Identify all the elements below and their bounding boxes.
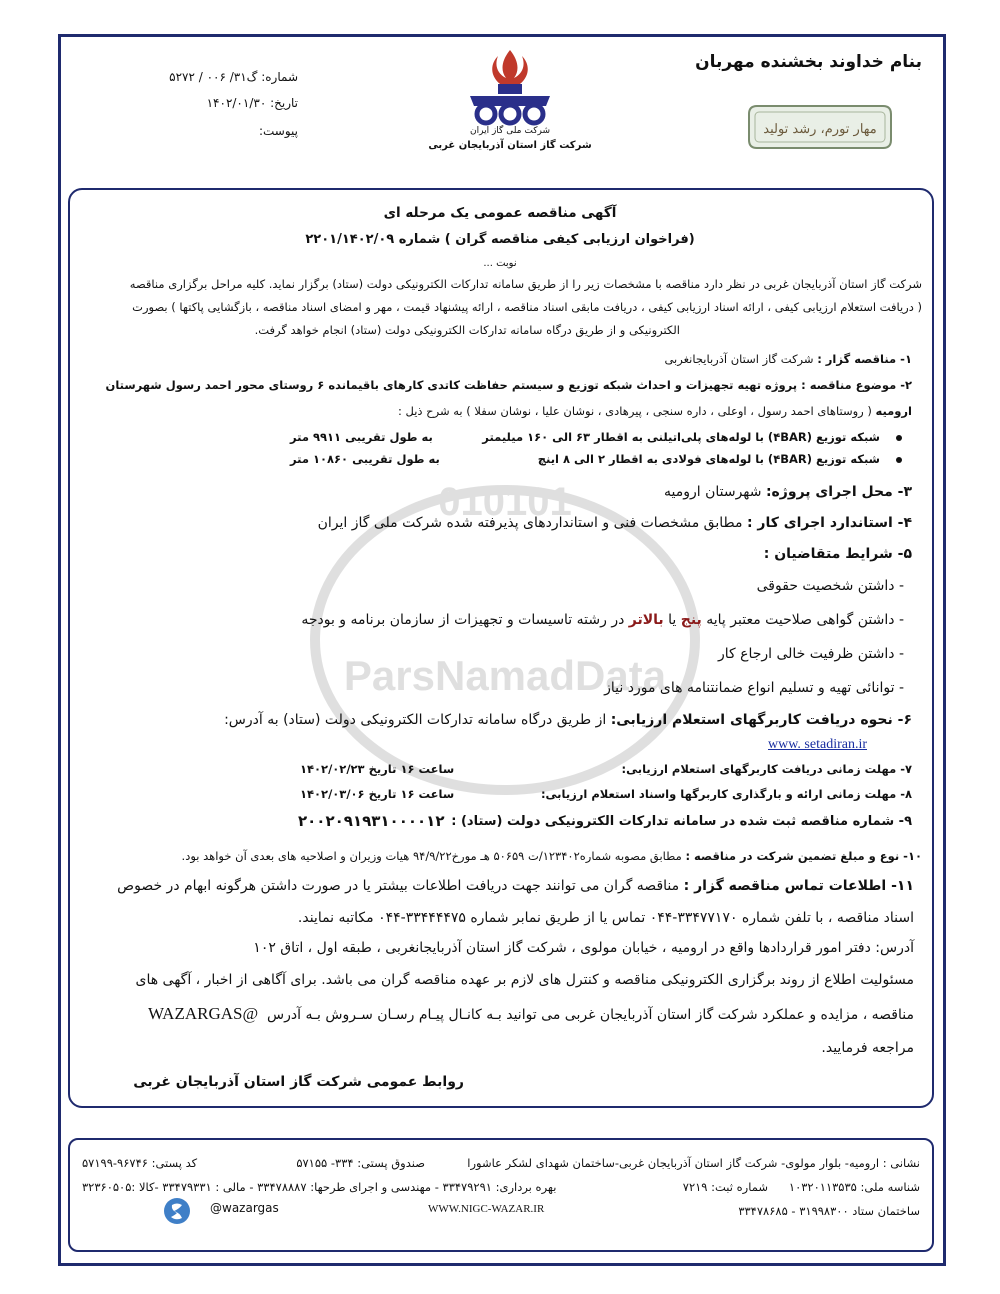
- svg-text:ParsNamadData: ParsNamadData: [343, 652, 667, 699]
- logo-caption-company: شرکت گاز استان آذربایجان غربی: [428, 140, 592, 151]
- item-4: ۴- استاندارد اجرای کار : مطابق مشخصات فنی و استانداردهای پذیرفته شده شرکت ملی گاز ایران: [317, 515, 912, 531]
- condition-capacity: - داشتن ظرفیت خالی ارجاع کار: [717, 646, 904, 662]
- footer-phones: بهره برداری: ۳۳۴۷۹۲۹۱ - مهندسی و اجرای طرحها: ۳۳۴۷۸۸۸۷ - مالی : ۳۳۴۷۹۳۳۱ -کالا :۳۲۳۶۰۵۰۵: [82, 1180, 557, 1194]
- contract-office-address: آدرس: دفتر امور قراردادها واقع در ارومیه ، خیابان مولوی ، شرکت گاز استان آذربایجانغربی ، طبقه اول ، اتاق ۱۰۲: [253, 940, 914, 956]
- item-2-villages: ارومیه ( روستاهای احمد رسول ، اوعلی ، داره سنجی ، پیرهادی ، نوشان علیا ، نوشان سفلا ) به شرح ذیل :: [397, 404, 912, 418]
- footer-hq-phones: ساختمان ستاد ۳۱۹۹۸۳۰۰ - ۳۳۴۷۸۶۸۵: [738, 1204, 920, 1218]
- notice-title: آگهی مناقصه عمومی یک مرحله ای: [383, 205, 617, 221]
- item-11-phones: اسناد مناقصه ، با تلفن شماره ۳۳۴۷۷۱۷۰-۰۴۴ تماس یا از طریق نمابر شماره ۳۳۴۴۴۴۷۵-۰۴۴ مکاتبه نمایند.: [297, 910, 914, 926]
- item-8: ۸- مهلت زمانی ارائه و بارگذاری کاربرگها واسناد استعلام ارزیابی:: [540, 787, 912, 801]
- responsibility-line-3: مراجعه فرمایید.: [821, 1040, 914, 1056]
- svg-text:010101: 010101: [438, 480, 572, 524]
- intro-line-1: شرکت گاز استان آذربایجان غربی در نظر دارد مناقصه با مشخصات زیر را از طریق سامانه تدارکات الکترونیکی دولت (ستاد) برگزار نماید. کلیه مراحل برگزاری مناقصه: [129, 277, 922, 291]
- letter-attachment: پیوست:: [258, 124, 298, 138]
- condition-guarantees: - توانائی تهیه و تسلیم انواع ضمانتنامه های مورد نیاز: [604, 680, 904, 696]
- setadiran-link[interactable]: www. setadiran.ir: [768, 737, 868, 752]
- footer-website[interactable]: WWW.NIGC-WAZAR.IR: [428, 1203, 545, 1215]
- responsibility-line-2: مناقصه ، مزایده و عملکرد شرکت گاز استان آذربایجان غربی می توانید بـه کانـال پیـام رسـان سـروش بـه آدرس @WAZARGAS: [148, 1004, 914, 1023]
- bullet-item: شبکه توزیع (۴BAR) با لوله‌های فولادی به اقطار ۲ الی ۸ اینچ به طول تقریبی ۱۰۸۶۰ متر: [290, 452, 880, 466]
- item-11: ۱۱- اطلاعات تماس مناقصه گزار : مناقصه گران می توانند جهت دریافت اطلاعات بیشتر یا در صورت داشتن هرگونه ابهام در خصوص: [117, 878, 914, 894]
- intro-line-3: الکترونیکی و از طریق درگاه سامانه تدارکات الکترونیکی دولت (ستاد) انجام خواهد گرفت.: [254, 323, 680, 337]
- logo-caption-nigc: شرکت ملی گاز ایران: [470, 126, 550, 136]
- soroush-icon: [162, 1196, 192, 1226]
- footer-national-id: شناسه ملی: ۱۰۳۲۰۱۱۳۵۳۵: [788, 1180, 920, 1194]
- letter-date: تاریخ: ۱۴۰۲/۰۱/۳۰: [206, 96, 298, 110]
- notice-subtitle: (فراخوان ارزیابی کیفی مناقصه گران ) شماره ۲۲۰۱/۱۴۰۲/۰۹: [305, 232, 695, 247]
- intro-line-2: ( دریافت استعلام ارزیابی کیفی ، ارائه اسناد ارزیابی کیفی ، دریافت مابقی اسناد مناقصه ، ارائه پیشنهاد قیمت ، مهر و امضای اسناد مناقصه ، بازگشایی پاکتها ) بصورت: [132, 300, 922, 314]
- bullet-item: شبکه توزیع (۴BAR) با لوله‌های پلی‌اتیلنی به اقطار ۶۳ الی ۱۶۰ میلیمتر به طول تقریبی ۹۹۱۱ متر: [290, 430, 880, 444]
- condition-legal-entity: - داشتن شخصیت حقوقی: [756, 578, 904, 594]
- item-3: ۳- محل اجرای پروژه: شهرستان ارومیه: [663, 484, 912, 500]
- item-7-deadline: ساعت ۱۶ تاریخ ۱۴۰۲/۰۲/۲۳: [300, 762, 455, 776]
- footer-registration: شماره ثبت: ۷۲۱۹: [682, 1180, 768, 1194]
- item-5: ۵- شرایط متقاضیان :: [763, 546, 912, 562]
- item-10: ۱۰- نوع و مبلغ تضمین شرکت در مناقصه : مطابق مصوبه شماره۱۲۳۴۰۲/ت ۵۰۶۵۹ هـ مورخ۹۴/۹/۲۲ هیات وزیران و اصلاحیه های بعدی آن خواهد بود.: [181, 849, 922, 863]
- footer-postal-code: کد پستی: ۹۶۷۴۶-۵۷۱۹۹: [82, 1156, 198, 1170]
- slogan-badge-icon: [745, 102, 895, 152]
- item-6: ۶- نحوه دریافت کاربرگهای استعلام ارزیابی: از طریق درگاه سامانه تدارکات الکترونیکی دولت (ستاد) به آدرس:: [224, 712, 912, 728]
- footer-soroush-handle[interactable]: @wazargas: [210, 1201, 279, 1215]
- notice-round: نوبت ...: [483, 258, 517, 269]
- signature-public-relations: روابط عمومی شرکت گاز استان آذربایجان غربی: [133, 1074, 464, 1090]
- slogan-text: مهار تورم، رشد تولید: [763, 122, 877, 137]
- item-1: ۱- مناقصه گزار : شرکت گاز استان آذربایجانغربی: [664, 352, 912, 366]
- responsibility-line-1: مسئولیت اطلاع از روند برگزاری الکترونیکی مناقصه و کنترل های لازم بر عهده مناقصه گران می باشد. برای آگاهی از اخبار ، آگهی های: [135, 972, 914, 988]
- footer-address: نشانی : ارومیه- بلوار مولوی- شرکت گاز استان آذربایجان غربی-ساختمان شهدای لشکر عاشورا: [467, 1156, 920, 1170]
- bismillah-heading: بنام خداوند بخشنده مهربان: [695, 52, 922, 72]
- item-8-deadline: ساعت ۱۶ تاریخ ۱۴۰۲/۰۳/۰۶: [300, 787, 455, 801]
- condition-certificate: - داشتن گواهی صلاحیت معتبر پایه پنج یا بالاتر در رشته تاسیسات و تجهیزات از سازمان برنامه و بودجه: [301, 612, 904, 628]
- item-7: ۷- مهلت زمانی دریافت کاربرگهای استعلام ارزیابی:: [621, 762, 912, 776]
- tender-number: ۲۰۰۲۰۹۱۹۳۱۰۰۰۰۱۲: [298, 812, 445, 830]
- soroush-handle[interactable]: @WAZARGAS: [148, 1004, 259, 1023]
- letter-number: شماره: گ۳۱/ ۰۰۶ / ۵۲۷۲: [169, 70, 298, 84]
- item-2: ۲- موضوع مناقصه : پروژه تهیه تجهیزات و احداث شبکه توزیع و سیستم حفاظت کاتدی کارهای باقیمانده ۶ روستای محور احمد رسول شهرستان: [105, 378, 912, 392]
- item-9: ۹- شماره مناقصه ثبت شده در سامانه تدارکات الکترونیکی دولت (ستاد) :: [451, 814, 912, 829]
- footer-po-box: صندوق پستی: ۳۳۴- ۵۷۱۵۵: [296, 1156, 425, 1170]
